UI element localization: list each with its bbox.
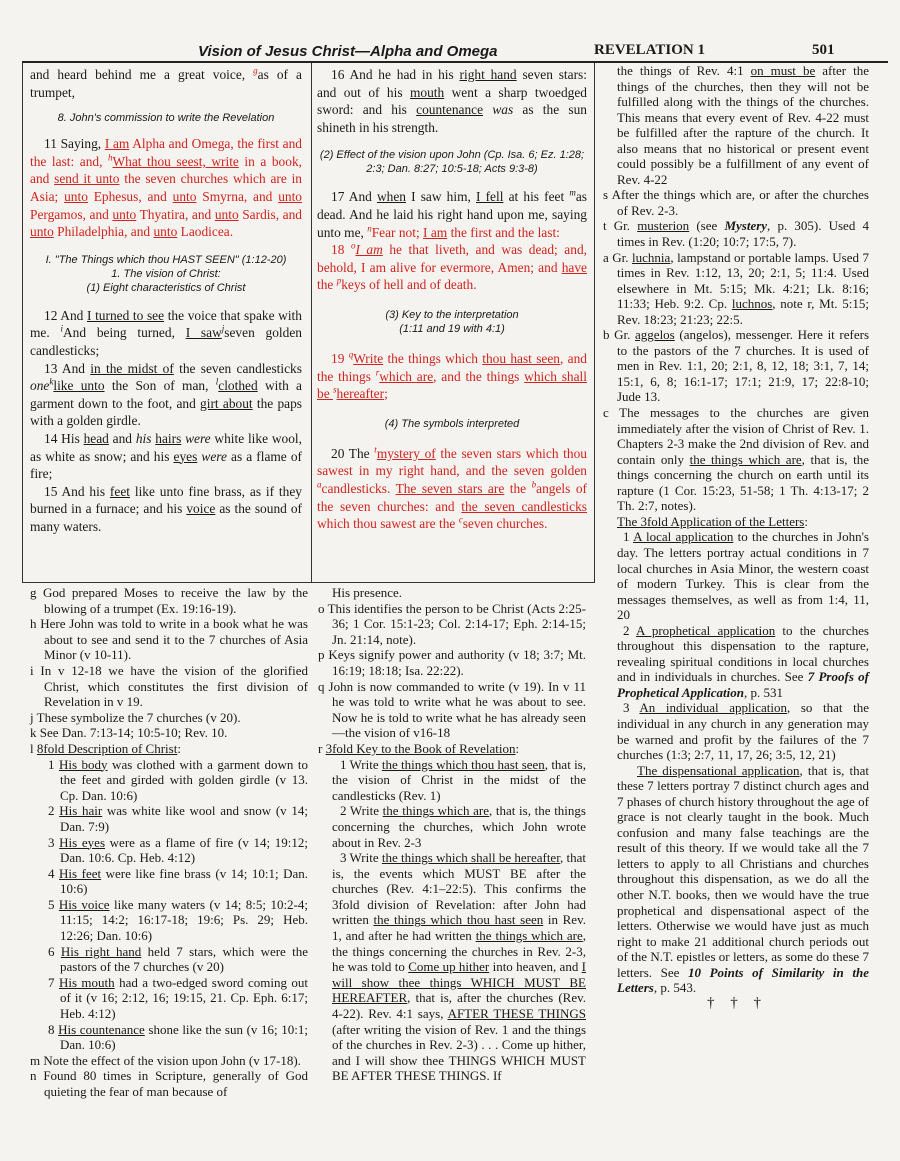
section-heading-3: (3) Key to the interpretation (1:11 and 19 with 4:1)	[385, 308, 519, 335]
key-2: 2 Write the things which are, that is, the things concerning the churches, which John wrote about in Rev. 2-3	[332, 803, 586, 850]
list-item: 5 His voice like many waters (v 14; 8:5; 10:2-4; 11:15; 14:2; 16:17-18; 19:6; Ps. 29; Heb. 12:26; Dan. 10:6)	[48, 896, 309, 944]
list-item: 6 His right hand held 7 stars, which were the pastors of the 7 churches (v 20)	[48, 943, 309, 975]
verse-17: 17 And when I saw him, I fell at his feet $^m$as dead. And he laid his right hand upon me, saying unto me, $^n$Fear not; I am the first and the last:	[317, 187, 587, 240]
list-item: 3 His eyes were as a flame of fire (v 14; 19:12; Dan. 10:6. Cp. Heb. 4:12)	[48, 834, 308, 866]
note-h: h Here John was told to write in a book what he was about to see and send it to the 7 churches of Asia Minor (v 10-11).	[30, 616, 308, 663]
section-heading-2: (2) Effect of the vision upon John (Cp. Isa. 6; Ez. 1:28; 2:3; Dan. 8:27; 10:5-18; Acts 9:3-8)	[319, 149, 585, 176]
note-a: a Gr. luchnia, lampstand or portable lamps. Used 7 times in Rev. 1:12, 13, 20; 2:1, 5; 11:4. Used elsewhere in Mt. 5:15; Mk. 4:21; Lk. 8:16; 11:33; Heb. 9:2. Cp. luchnos, note r, Mt. 5:15; Rev. 18:23; 21:23; 22:5.	[603, 249, 869, 327]
application-local: 1 A local application to the churches in John's day. The letters portray actual conditions in 7 local churches in Asia Minor, the western coast of modern Turkey. This is clear from the messages themselves, as well as from 1:4, 11, 20	[617, 529, 869, 623]
verse-11: 11 Saying, I am Alpha and Omega, the first and the last: and, $^h$What thou seest, write in a book, and send it unto the seven churches which are in Asia; unto Ephesus, and unto Smyrna, and unto Pergamos, and unto Thyatira, and unto Sardis, and unto Philadelphia, and unto Laodicea.	[30, 136, 302, 240]
note-s-continued: the things of Rev. 4:1 on must be after the things of the churches, then they will not be fulfilled along with the things of the churches. This means that every event of Rev. 4-22 must be fulfilled after the rapture of the church. It also means that no historical or present event could possibly be a fulfillment of any event of Rev. 4-22	[617, 63, 869, 187]
verse-15: 15 And his feet like unto fine brass, as if they burned in a furnace; and his voice as the sound of many waters.	[30, 483, 302, 534]
running-title: Vision of Jesus Christ—Alpha and Omega	[198, 43, 498, 60]
note-t: t Gr. musterion (see Mystery, p. 305). Used 4 times in Rev. (1:20; 10:7; 17:5, 7).	[603, 218, 869, 250]
threefold-application-heading: The 3fold Application of the Letters:	[617, 513, 808, 529]
scripture-column-2	[317, 66, 587, 533]
application-dispensational: The dispensational application, that is, that these 7 letters portray 7 distinct church ages and 7 phases of church history throughout the age of grace is not clearly taught in the book. Much confusion and many false teachings are the result of this theory. If we would take all the 7 letters to apply to all Christians and churches throughout this dispensation, as we do all the other N.T. books, then we would have the true prophetical and dispensational aspect of the letters. Otherwise we would have just as much right to make 21 additional church periods out of the N.T. epistles or letters, as some do these 7 letters. See 10 Points of Similarity in the Letters, p. 543.	[617, 762, 869, 996]
note-l: l 8fold Description of Christ:	[30, 740, 181, 756]
verse-13: 13 And in the midst of the seven candlesticks one$^k$like unto the Son of man, $^l$clothed with a garment down to the foot, and girt about the paps with a golden girdle.	[30, 360, 302, 429]
list-item: 7 His mouth had a two-edged sword coming out of it (v 16; 2:12, 16; 19:15, 21. Cp. Eph. 6:17; Heb. 4:12)	[48, 974, 309, 1022]
note-c: c The messages to the churches are given immediately after the vision of Christ of Rev. 1. Chapters 2-3 make the 2nd division of Rev. and contain only the things which are, that is, the things concerning the church on earth until its rapture (1 Cor. 15:23, 51-58; 1 Th. 4:13-17; 2 Th. 2:7, notes).	[603, 405, 869, 514]
key-3: 3 Write the things which shall be hereafter, that is, the events which MUST BE after the churches (Rev. 4:1–22:5). This confirms the 3fold division of Revelation: after John had written the things which thou hast seen in Rev. 1, and after he had written the things which are, the things concerning the churches in Rev. 2-3, he was told to Come up hither into heaven, and I will show thee things WHICH MUST BE HEREAFTER, that is, after the churches (Rev. 4-22). Rev. 4:1 says, AFTER THESE THINGS (after writing the vision of Rev. 1 and the things of the churches in Rev. 2-3) . . . Come up hither, and I will show thee THINGS WHICH MUST BE AFTER THESE THINGS. If	[332, 850, 587, 1084]
notes-column-2	[318, 585, 586, 1084]
list-item: 8 His countenance shone like the sun (v 16; 10:1; Dan. 10:6)	[48, 1021, 308, 1053]
note-i: i In v 12-18 we have the vision of the glorified Christ, which constitutes the first division of Revelation in v 19.	[30, 662, 308, 710]
text-box-bottom-rule	[22, 582, 595, 583]
column-divider-mid	[311, 63, 312, 583]
key-1: 1 Write the things which thou hast seen, that is, the vision of Christ in the midst of the candlesticks (Rev. 1)	[332, 756, 586, 803]
verse-12: 12 And I turned to see the voice that spake with me. $^i$And being turned, I saw$^j$seven golden candlesticks;	[30, 307, 302, 358]
end-crosses: † † †	[707, 994, 767, 1011]
note-n-continued: His presence.	[332, 585, 403, 600]
column-divider-left	[22, 63, 23, 583]
scripture-column-1	[30, 66, 302, 535]
note-b: b Gr. aggelos (angelos), messenger. Here it refers to the pastors of the 7 churches. It is used of men in Rev. 1:1, 20; 2:1, 8, 12, 18; 3:1, 7, 14; 15:1, 6, 8; 16:1-17; 17:1; 21:9, 17; 22:8-10; Jude 13.	[603, 327, 870, 405]
list-item: 1 His body was clothed with a garment down to the feet and girded with golden girdle (v 13. Cp. Dan. 10:6)	[48, 756, 308, 803]
note-s: s After the things which are, or after the churches of Rev. 2-3.	[603, 187, 869, 218]
verse-10-continued: and heard behind me a great voice, $^g$as of a trumpet,	[30, 65, 302, 100]
page-number: 501	[812, 42, 835, 58]
note-p: p Keys signify power and authority (v 18; 3:7; Mt. 16:19; 18:18; Isa. 22:22).	[318, 647, 586, 678]
note-n: n Found 80 times in Scripture, generally of God quieting the fear of man because of	[30, 1068, 308, 1099]
note-q: q John is now commanded to write (v 19). In v 11 he was told to write what he was about to see. Now he is told to write what he has already seen—the vision of v16-18	[318, 678, 586, 741]
verse-20: 20 The $^t$mystery of the seven stars which thou sawest in my right hand, and the seven golden $^a$candlesticks. The seven stars are the $^b$angels of the seven churches: and the seven candlesticks which thou sawest are the $^c$seven churches.	[317, 444, 587, 532]
section-heading-8: 8. John's commission to write the Revelation	[57, 112, 275, 125]
eightfold-list	[30, 757, 308, 1053]
note-j: j These symbolize the 7 churches (v 20).	[30, 709, 241, 725]
note-r: r 3fold Key to the Book of Revelation:	[318, 740, 520, 756]
notes-column-3	[603, 63, 869, 1011]
note-o: o This identifies the person to be Christ (Acts 2:25-36; 1 Cor. 15:1-23; Col. 2:14-17; Eph. 2:14-15; Jn. 21:14, note).	[318, 600, 586, 647]
verse-19: 19 $^q$Write the things which thou hast seen, and the things $^r$which are, and the things which shall be $^s$hereafter;	[317, 349, 588, 402]
list-item: 2 His hair was white like wool and snow (v 14; Dan. 7:9)	[48, 803, 308, 834]
note-k: k See Dan. 7:13-14; 10:5-10; Rev. 10.	[30, 725, 228, 741]
note-g: g God prepared Moses to receive the law by the blowing of a trumpet (Ex. 19:16-19).	[30, 585, 308, 616]
verse-14: 14 His head and his hairs were white like wool, as white as snow; and his eyes were as a flame of fire;	[30, 430, 302, 482]
section-heading-I: I. "The Things which thou HAST SEEN" (1:12-20) 1. The vision of Christ: (1) Eight characteristics of Christ	[45, 253, 287, 294]
note-m: m Note the effect of the vision upon John (v 17-18).	[30, 1052, 301, 1068]
column-divider-right	[594, 63, 595, 583]
verse-18: 18 $^o$I am he that liveth, and was dead; and, behold, I am alive for evermore, Amen; and have the $^p$keys of hell and of death.	[317, 240, 587, 293]
section-heading-4: (4) The symbols interpreted	[384, 417, 520, 430]
application-individual: 3 An individual application, so that the individual in any church in any generation may be warned and profit by the failures of the 7 churches (1:3; 2:7, 11, 17, 26; 3:5, 12, 21)	[617, 700, 869, 763]
book-chapter-label: REVELATION 1	[594, 42, 705, 58]
notes-column-1	[30, 585, 308, 1100]
verse-16: 16 And he had in his right hand seven stars: and out of his mouth went a sharp twoedged sword: and his countenance was as the sun shineth in his strength.	[317, 67, 587, 135]
application-prophetical: 2 A prophetical application to the churches throughout this dispensation to the rapture, revealing spiritual conditions in local churches and in individuals in churches. See 7 Proofs of Prophetical Application, p. 531	[617, 622, 869, 700]
list-item: 4 His feet were like fine brass (v 14; 10:1; Dan. 10:6)	[48, 865, 308, 897]
